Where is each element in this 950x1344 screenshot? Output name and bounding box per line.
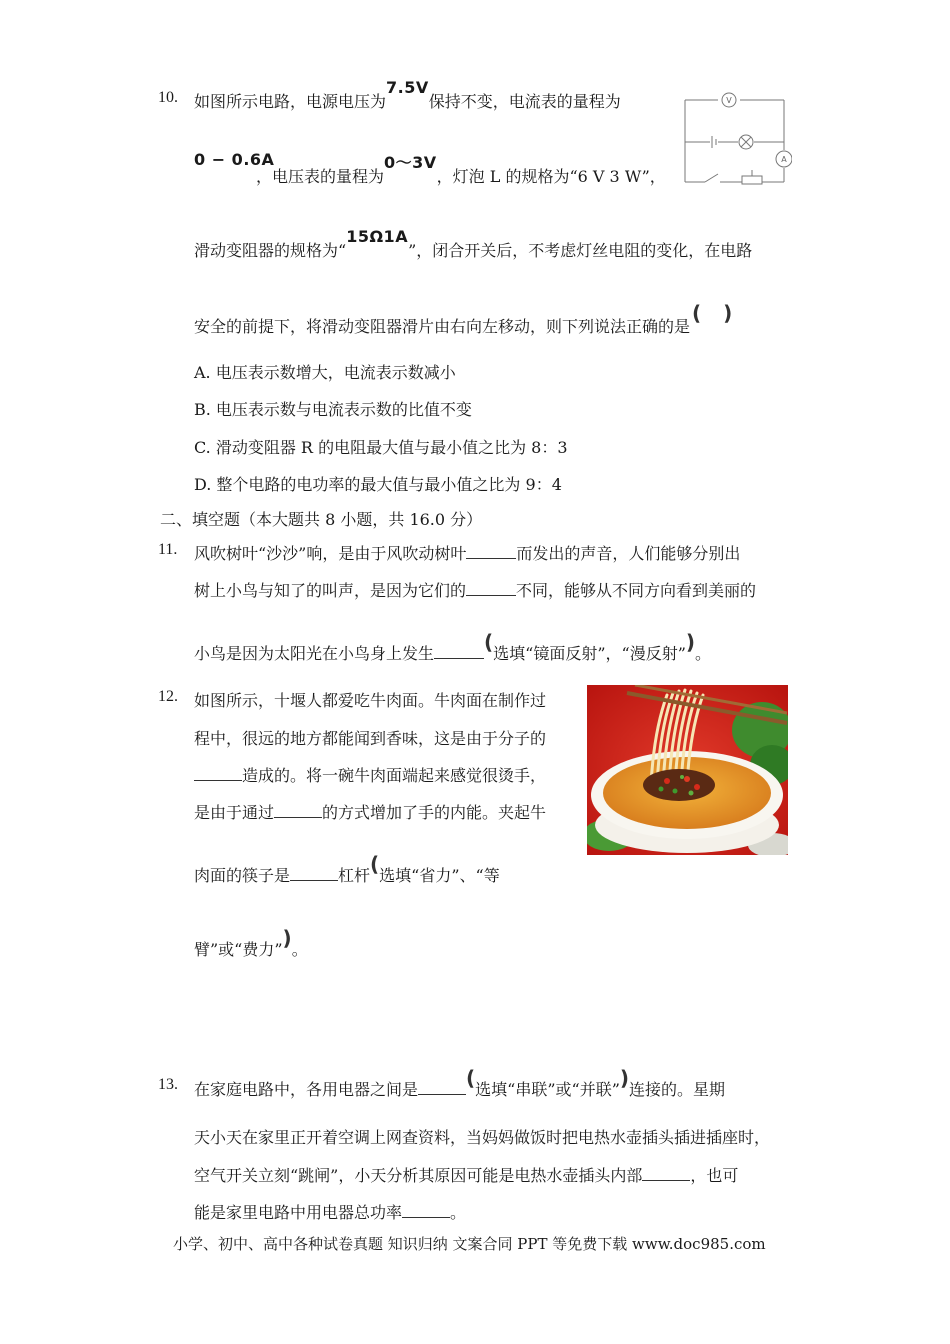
q10-voltage: 7.5V: [386, 78, 429, 97]
q12-line5-b: 杠杆: [338, 866, 371, 885]
q12-line6-end: 。: [291, 940, 308, 959]
q10-option-c: C. 滑动变阻器 R 的电阻最大值与最小值之比为 8：3: [194, 438, 568, 457]
q11-line1: [194, 541, 740, 564]
q10-line1: [194, 78, 621, 112]
q12-line3: [194, 763, 546, 786]
q12-number: 12.: [158, 688, 178, 705]
q11-blank1[interactable]: [466, 544, 516, 559]
q10-line1-a: 如图所示电路，电源电压为: [194, 92, 387, 111]
voltmeter-label: V: [726, 96, 732, 105]
q10-paren-close: ): [723, 301, 733, 325]
q10-option-a: A. 电压表示数增大，电流表示数减小: [194, 363, 456, 382]
q10-option-b: B. 电压表示数与电流表示数的比值不变: [194, 400, 472, 419]
q11-line1-b: 而发出的声音，人们能够分别出: [516, 544, 741, 563]
q12-line5-c: 选填“省力”、“等: [379, 866, 500, 885]
q12-line5: [194, 852, 500, 886]
q12-line4-b: 的方式增加了手的内能。夹起牛: [322, 803, 547, 822]
page-footer: 小学、初中、高中各种试卷真题 知识归纳 文案合同 PPT 等免费下载 www.doc985.com: [173, 1235, 766, 1253]
q12-line6: [194, 926, 308, 960]
q11-line2-a: 树上小鸟与知了的叫声，是因为它们的: [194, 581, 467, 600]
q11-line2-b: 不同，能够从不同方向看到美丽的: [516, 581, 757, 600]
q11-number: 11.: [158, 541, 178, 558]
q12-line3-b: 造成的。将一碗牛肉面端起来感觉很烫手，: [242, 766, 547, 785]
q12-blank1[interactable]: [194, 766, 242, 781]
q10-line3-a: 滑动变阻器的规格为“: [194, 241, 347, 260]
q10-line1-b: 保持不变，电流表的量程为: [428, 92, 621, 111]
q13-line4: [194, 1200, 466, 1223]
ammeter-label: A: [781, 155, 787, 164]
q13-blank2[interactable]: [642, 1166, 690, 1181]
q12-paren-close: ): [282, 926, 292, 950]
section-heading: 二、填空题（本大题共 8 小题，共 16.0 分）: [160, 510, 483, 529]
q11-line2: [194, 578, 756, 601]
q13-line2: 天小天在家里正开着空调上网查资料，当妈妈做饭时把电热水壶插头插进插座时，: [194, 1128, 771, 1147]
q10-line4: [194, 301, 733, 337]
q12-blank3[interactable]: [290, 866, 338, 881]
q13-line3-a: 空气开关立刻“跳闸”，小天分析其原因可能是电热水壶插头内部: [194, 1166, 643, 1185]
q12-line1: 如图所示，十堰人都爱吃牛肉面。牛肉面在制作过: [194, 691, 547, 710]
q11-blank2[interactable]: [466, 581, 516, 596]
q10-line3-b: ”，闭合开关后，不考虑灯丝电阻的变化，在电路: [408, 241, 753, 260]
beef-noodle-photo: [587, 685, 788, 855]
circuit-diagram: [680, 90, 792, 188]
q10-voltmeter-range: 0～3V: [384, 153, 437, 172]
q13-paren-close: ): [619, 1066, 630, 1090]
q13-line3-b: ，也可: [690, 1166, 739, 1185]
q12-line5-a: 肉面的筷子是: [194, 866, 291, 885]
q10-number: 10.: [158, 89, 178, 106]
q13-number: 13.: [158, 1076, 178, 1093]
q11-line3-end: 。: [695, 644, 712, 663]
q13-blank1[interactable]: [418, 1080, 466, 1095]
ammeter-symbol: [776, 151, 792, 167]
q13-blank3[interactable]: [402, 1203, 450, 1218]
q13-line1-c: 连接的。星期: [629, 1080, 726, 1099]
q12-line4: [194, 800, 546, 823]
q10-line2-a: ，电压表的量程为: [256, 167, 385, 186]
q13-paren-open: (: [466, 1066, 476, 1090]
q12-line6-a: 臂”或“费力”: [194, 940, 283, 959]
q11-paren-close: ): [685, 630, 696, 654]
q13-line1-b: 选填“串联”或“并联”: [475, 1080, 620, 1099]
q11-line3: [194, 630, 712, 664]
q10-rheostat-spec: 15Ω1A: [346, 227, 409, 246]
q13-line4-b: 。: [450, 1203, 467, 1222]
q11-line3-b: 选填“镜面反射”，“漫反射”: [493, 644, 686, 663]
q11-blank3[interactable]: [434, 644, 484, 659]
q13-line3: [194, 1163, 738, 1186]
q10-line3: [194, 227, 753, 261]
q13-line1: [194, 1066, 726, 1100]
lamp-symbol: [739, 135, 753, 149]
voltmeter-symbol: [722, 93, 736, 107]
q12-blank2[interactable]: [274, 803, 322, 818]
q10-ammeter-range: 0 − 0.6A: [194, 150, 275, 169]
q10-paren-open: (: [692, 301, 702, 325]
q10-option-d: D. 整个电路的电功率的最大值与最小值之比为 9：4: [194, 475, 562, 494]
q12-line4-a: 是由于通过: [194, 803, 275, 822]
q10-line4-text: 安全的前提下，将滑动变阻器滑片由右向左移动，则下列说法正确的是: [194, 317, 691, 336]
q12-paren-open: (: [370, 852, 380, 876]
q13-line1-a: 在家庭电路中，各用电器之间是: [194, 1080, 419, 1099]
q11-line1-a: 风吹树叶“沙沙”响，是由于风吹动树叶: [194, 544, 467, 563]
q13-line4-a: 能是家里电路中用电器总功率: [194, 1203, 403, 1222]
q11-line3-a: 小鸟是因为太阳光在小鸟身上发生: [194, 644, 435, 663]
q12-line2: 程中，很远的地方都能闻到香味，这是由于分子的: [194, 729, 547, 748]
q10-line2: [256, 153, 666, 187]
q11-paren-open: (: [484, 630, 494, 654]
q10-line2-b: ，灯泡 L 的规格为“6 V 3 W”，: [436, 167, 666, 186]
